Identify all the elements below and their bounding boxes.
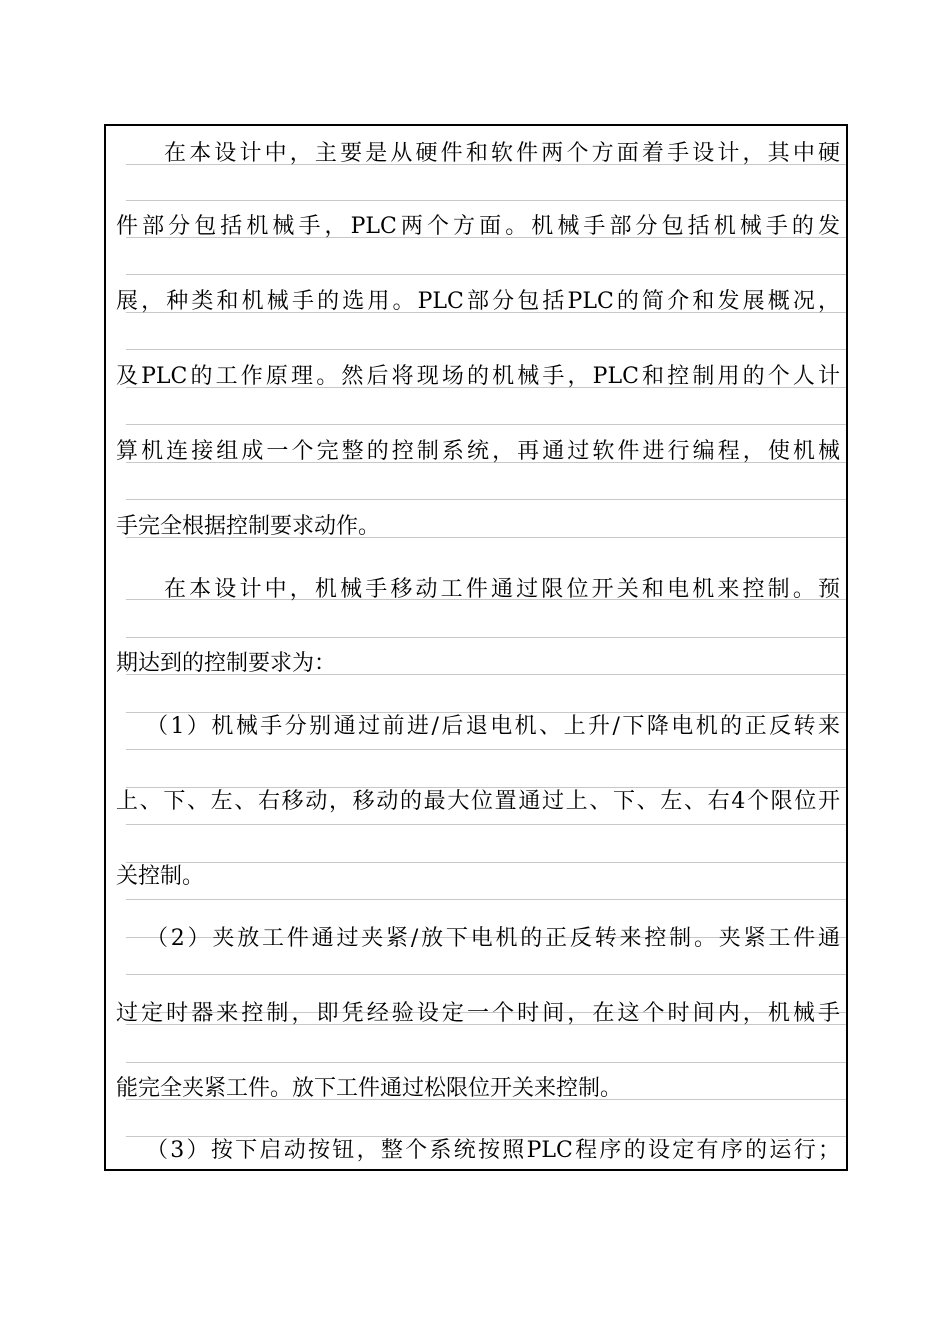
rule-line <box>126 424 846 425</box>
rule-line <box>126 1062 846 1063</box>
rule-line <box>126 200 846 201</box>
rule-line <box>126 499 846 500</box>
text-line: 件部分包括机械手，PLC两个方面。机械手部分包括机械手的发 <box>116 214 840 239</box>
rule-line <box>126 349 846 350</box>
text-line: 展，种类和机械手的选用。PLC部分包括PLC的简介和发展概况， <box>116 289 840 314</box>
text-line: （1）机械手分别通过前进/后退电机、上升/下降电机的正反转来 <box>146 714 840 739</box>
rule-line <box>126 637 846 638</box>
rule-line <box>126 824 846 825</box>
rule-line <box>126 899 846 900</box>
text-line: 上、下、左、右移动，移动的最大位置通过上、下、左、右4个限位开 <box>116 789 840 814</box>
text-line: 在本设计中，主要是从硬件和软件两个方面着手设计，其中硬 <box>164 141 840 166</box>
text-line: （3）按下启动按钮，整个系统按照PLC程序的设定有序的运行； <box>146 1138 840 1163</box>
rule-line <box>126 749 846 750</box>
text-line: 手完全根据控制要求动作。 <box>116 514 381 539</box>
text-line: 期达到的控制要求为： <box>116 651 337 676</box>
text-line: 及PLC的工作原理。然后将现场的机械手，PLC和控制用的个人计 <box>116 364 840 389</box>
text-line: 在本设计中，机械手移动工件通过限位开关和电机来控制。预 <box>164 577 840 602</box>
text-line: 算机连接组成一个完整的控制系统，再通过软件进行编程，使机械 <box>116 439 840 464</box>
rule-line <box>126 974 846 975</box>
text-line: （2）夹放工件通过夹紧/放下电机的正反转来控制。夹紧工件通 <box>146 926 840 951</box>
document-frame <box>104 124 848 1171</box>
text-line: 过定时器来控制，即凭经验设定一个时间，在这个时间内，机械手 <box>116 1001 840 1026</box>
rule-line <box>126 274 846 275</box>
text-line: 能完全夹紧工件。放下工件通过松限位开关来控制。 <box>116 1076 623 1101</box>
text-line: 关控制。 <box>116 864 205 889</box>
